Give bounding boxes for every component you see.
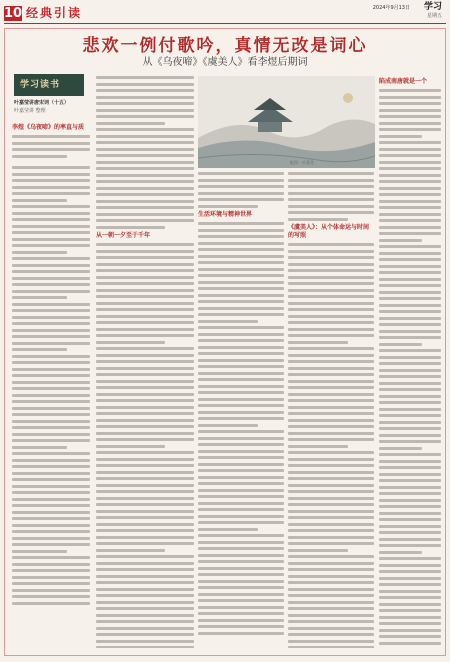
column-logo bbox=[14, 74, 84, 118]
column-heading: 生活环境与精神世界 bbox=[198, 211, 253, 218]
text-column-4 bbox=[288, 172, 374, 648]
logo-text: 学习读书 bbox=[20, 80, 61, 90]
issue-date: 2024年9月13日 bbox=[372, 5, 410, 11]
byline-author: 叶嘉莹讲 整理 bbox=[14, 108, 46, 114]
illustration-caption: 配图：叶嘉莹 bbox=[290, 160, 314, 165]
article-subheadline: 从《乌夜啼》《虞美人》看李煜后期词 bbox=[142, 57, 308, 68]
column-heading: 《虞美人》：从个体命运与时间的写照 bbox=[288, 224, 370, 239]
page-header bbox=[0, 0, 450, 24]
page-number: 10 bbox=[4, 6, 23, 21]
byline-series: 叶嘉莹讲唐宋词（十五） bbox=[14, 100, 70, 106]
text-column-2 bbox=[96, 76, 194, 648]
article-headline: 悲欢一例付歌吟，真情无改是词心 bbox=[82, 36, 368, 56]
edition-day: 星期五 bbox=[426, 13, 442, 19]
masthead: 学习 bbox=[423, 2, 442, 12]
ink-illustration bbox=[198, 76, 375, 168]
text-column-1 bbox=[12, 122, 90, 648]
text-column-3 bbox=[198, 172, 284, 648]
column-heading: 李煜《乌夜啼》的率直与质 bbox=[12, 124, 85, 131]
text-column-5 bbox=[379, 76, 441, 648]
header-rule bbox=[4, 23, 446, 24]
column-heading: 陷成南唐就是一个 bbox=[379, 78, 428, 85]
column-heading: 从一朝一夕至于千年 bbox=[96, 232, 151, 239]
section-title: 经典引读 bbox=[26, 6, 83, 20]
